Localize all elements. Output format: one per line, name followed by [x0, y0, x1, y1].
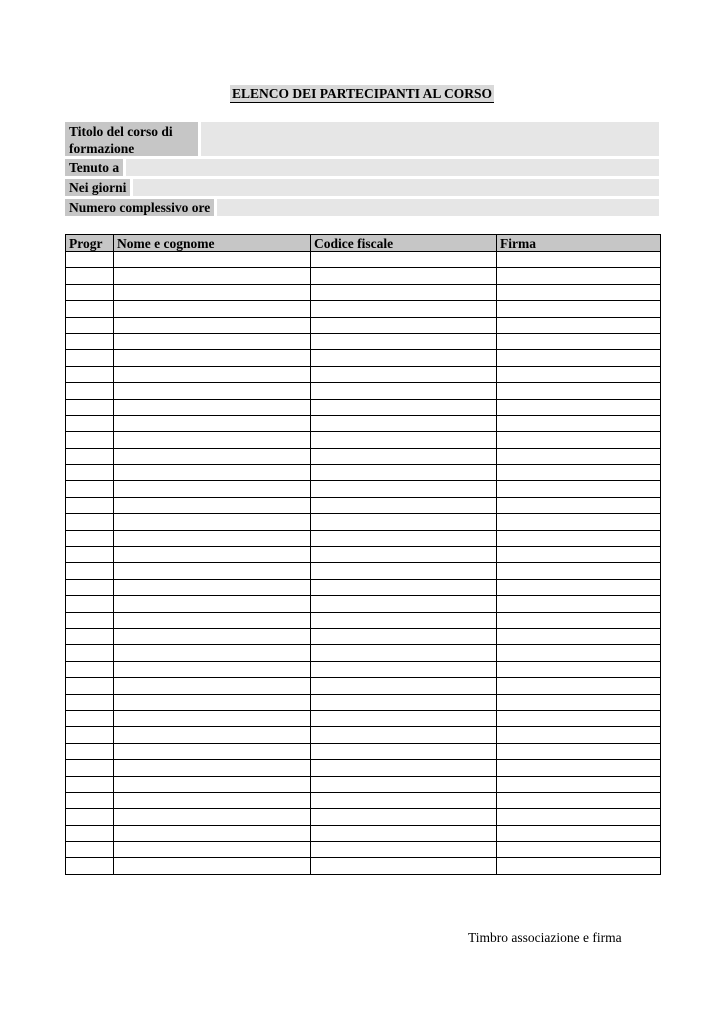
row-progr-cell[interactable]: [66, 727, 114, 743]
table-row: [66, 399, 661, 415]
stamp-signature-label: Timbro associazione e firma: [468, 930, 622, 945]
table-row: [66, 530, 661, 546]
row-progr-cell[interactable]: [66, 432, 114, 448]
held-at-label: Tenuto a: [65, 159, 123, 176]
row-signature-cell[interactable]: [497, 825, 661, 841]
row-progr-cell[interactable]: [66, 366, 114, 382]
table-row: [66, 366, 661, 382]
row-progr-cell[interactable]: [66, 465, 114, 481]
row-name-cell[interactable]: [114, 530, 311, 546]
row-tax-code-cell[interactable]: [311, 727, 497, 743]
row-progr-cell[interactable]: [66, 645, 114, 661]
row-tax-code-cell[interactable]: [311, 366, 497, 382]
row-tax-code-cell[interactable]: [311, 825, 497, 841]
row-tax-code-cell[interactable]: [311, 497, 497, 513]
row-signature-cell[interactable]: [497, 301, 661, 317]
row-tax-code-cell[interactable]: [311, 252, 497, 268]
table-row: [66, 727, 661, 743]
row-signature-cell[interactable]: [497, 596, 661, 612]
held-at-field: [65, 159, 659, 176]
row-signature-cell[interactable]: [497, 743, 661, 759]
row-progr-cell[interactable]: [66, 547, 114, 563]
row-signature-cell[interactable]: [497, 465, 661, 481]
row-tax-code-cell[interactable]: [311, 317, 497, 333]
row-signature-cell[interactable]: [497, 710, 661, 726]
row-progr-cell[interactable]: [66, 842, 114, 858]
row-signature-cell[interactable]: [497, 481, 661, 497]
table-row: [66, 825, 661, 841]
total-hours-field: [65, 199, 659, 216]
row-progr-cell[interactable]: [66, 596, 114, 612]
table-row: [66, 661, 661, 677]
header-tax-code: Codice fiscale: [311, 235, 497, 252]
table-row: [66, 415, 661, 431]
table-row: [66, 628, 661, 644]
row-tax-code-cell[interactable]: [311, 432, 497, 448]
participants-table: [65, 234, 661, 875]
row-signature-cell[interactable]: [497, 579, 661, 595]
days-field: [65, 179, 659, 196]
row-signature-cell[interactable]: [497, 612, 661, 628]
days-label: Nei giorni: [65, 179, 130, 196]
row-name-cell[interactable]: [114, 301, 311, 317]
row-name-cell[interactable]: [114, 284, 311, 300]
row-signature-cell[interactable]: [497, 514, 661, 530]
row-progr-cell[interactable]: [66, 399, 114, 415]
row-progr-cell[interactable]: [66, 809, 114, 825]
row-signature-cell[interactable]: [497, 694, 661, 710]
row-signature-cell[interactable]: [497, 678, 661, 694]
days-value[interactable]: [133, 179, 659, 196]
table-row: [66, 792, 661, 808]
row-name-cell[interactable]: [114, 743, 311, 759]
row-progr-cell[interactable]: [66, 284, 114, 300]
row-progr-cell[interactable]: [66, 760, 114, 776]
row-name-cell[interactable]: [114, 776, 311, 792]
row-tax-code-cell[interactable]: [311, 776, 497, 792]
row-tax-code-cell[interactable]: [311, 514, 497, 530]
row-signature-cell[interactable]: [497, 661, 661, 677]
row-name-cell[interactable]: [114, 563, 311, 579]
row-tax-code-cell[interactable]: [311, 678, 497, 694]
table-row: [66, 465, 661, 481]
table-row: [66, 776, 661, 792]
table-row: [66, 383, 661, 399]
header-progr: Progr: [66, 235, 114, 252]
row-tax-code-cell[interactable]: [311, 284, 497, 300]
row-tax-code-cell[interactable]: [311, 448, 497, 464]
row-name-cell[interactable]: [114, 645, 311, 661]
row-name-cell[interactable]: [114, 383, 311, 399]
table-row: [66, 317, 661, 333]
course-title-label: Titolo del corso di formazione: [65, 122, 198, 156]
row-name-cell[interactable]: [114, 432, 311, 448]
row-tax-code-cell[interactable]: [311, 628, 497, 644]
row-progr-cell[interactable]: [66, 694, 114, 710]
row-signature-cell[interactable]: [497, 399, 661, 415]
row-tax-code-cell[interactable]: [311, 645, 497, 661]
row-name-cell[interactable]: [114, 760, 311, 776]
row-progr-cell[interactable]: [66, 710, 114, 726]
table-row: [66, 842, 661, 858]
table-row: [66, 596, 661, 612]
table-row: [66, 350, 661, 366]
row-tax-code-cell[interactable]: [311, 333, 497, 349]
table-row: [66, 645, 661, 661]
row-name-cell[interactable]: [114, 678, 311, 694]
row-name-cell[interactable]: [114, 612, 311, 628]
table-row: [66, 514, 661, 530]
table-row: [66, 497, 661, 513]
table-row: [66, 694, 661, 710]
row-progr-cell[interactable]: [66, 268, 114, 284]
row-signature-cell[interactable]: [497, 858, 661, 874]
row-signature-cell[interactable]: [497, 530, 661, 546]
row-progr-cell[interactable]: [66, 792, 114, 808]
row-name-cell[interactable]: [114, 661, 311, 677]
table-row: [66, 547, 661, 563]
row-signature-cell[interactable]: [497, 628, 661, 644]
row-tax-code-cell[interactable]: [311, 563, 497, 579]
row-progr-cell[interactable]: [66, 448, 114, 464]
header-name: Nome e cognome: [114, 235, 311, 252]
row-progr-cell[interactable]: [66, 497, 114, 513]
row-tax-code-cell[interactable]: [311, 268, 497, 284]
row-name-cell[interactable]: [114, 350, 311, 366]
row-name-cell[interactable]: [114, 399, 311, 415]
row-tax-code-cell[interactable]: [311, 547, 497, 563]
row-signature-cell[interactable]: [497, 760, 661, 776]
table-row: [66, 760, 661, 776]
table-row: [66, 333, 661, 349]
row-signature-cell[interactable]: [497, 792, 661, 808]
row-signature-cell[interactable]: [497, 268, 661, 284]
row-tax-code-cell[interactable]: [311, 612, 497, 628]
row-tax-code-cell[interactable]: [311, 596, 497, 612]
row-signature-cell[interactable]: [497, 727, 661, 743]
row-progr-cell[interactable]: [66, 514, 114, 530]
row-tax-code-cell[interactable]: [311, 301, 497, 317]
row-progr-cell[interactable]: [66, 317, 114, 333]
row-signature-cell[interactable]: [497, 284, 661, 300]
row-name-cell[interactable]: [114, 579, 311, 595]
row-signature-cell[interactable]: [497, 415, 661, 431]
course-title-field: [65, 122, 659, 156]
row-progr-cell[interactable]: [66, 252, 114, 268]
row-signature-cell[interactable]: [497, 448, 661, 464]
row-name-cell[interactable]: [114, 547, 311, 563]
row-progr-cell[interactable]: [66, 563, 114, 579]
row-progr-cell[interactable]: [66, 333, 114, 349]
row-tax-code-cell[interactable]: [311, 415, 497, 431]
document-title: [0, 86, 724, 102]
row-signature-cell[interactable]: [497, 350, 661, 366]
row-progr-cell[interactable]: [66, 579, 114, 595]
row-name-cell[interactable]: [114, 465, 311, 481]
row-signature-cell[interactable]: [497, 333, 661, 349]
document-title-text: ELENCO DEI PARTECIPANTI AL CORSO: [231, 86, 493, 101]
held-at-value[interactable]: [126, 159, 659, 176]
table-row: [66, 678, 661, 694]
row-progr-cell[interactable]: [66, 825, 114, 841]
row-tax-code-cell[interactable]: [311, 792, 497, 808]
row-signature-cell[interactable]: [497, 547, 661, 563]
table-row: [66, 743, 661, 759]
table-row: [66, 481, 661, 497]
table-row: [66, 858, 661, 874]
row-progr-cell[interactable]: [66, 415, 114, 431]
course-title-value[interactable]: [201, 122, 659, 156]
row-name-cell[interactable]: [114, 366, 311, 382]
row-signature-cell[interactable]: [497, 809, 661, 825]
row-progr-cell[interactable]: [66, 530, 114, 546]
row-tax-code-cell[interactable]: [311, 661, 497, 677]
row-signature-cell[interactable]: [497, 645, 661, 661]
row-tax-code-cell[interactable]: [311, 858, 497, 874]
table-row: [66, 563, 661, 579]
table-row: [66, 284, 661, 300]
row-name-cell[interactable]: [114, 415, 311, 431]
row-signature-cell[interactable]: [497, 383, 661, 399]
total-hours-label: Numero complessivo ore: [65, 199, 214, 216]
row-signature-cell[interactable]: [497, 432, 661, 448]
row-name-cell[interactable]: [114, 596, 311, 612]
row-name-cell[interactable]: [114, 317, 311, 333]
row-progr-cell[interactable]: [66, 383, 114, 399]
row-progr-cell[interactable]: [66, 776, 114, 792]
row-signature-cell[interactable]: [497, 366, 661, 382]
row-progr-cell[interactable]: [66, 858, 114, 874]
row-name-cell[interactable]: [114, 842, 311, 858]
table-row: [66, 252, 661, 268]
row-progr-cell[interactable]: [66, 661, 114, 677]
row-name-cell[interactable]: [114, 809, 311, 825]
row-tax-code-cell[interactable]: [311, 842, 497, 858]
row-signature-cell[interactable]: [497, 252, 661, 268]
row-name-cell[interactable]: [114, 792, 311, 808]
header-signature: Firma: [497, 235, 661, 252]
table-row: [66, 448, 661, 464]
row-signature-cell[interactable]: [497, 776, 661, 792]
row-name-cell[interactable]: [114, 514, 311, 530]
row-name-cell[interactable]: [114, 727, 311, 743]
row-tax-code-cell[interactable]: [311, 481, 497, 497]
row-name-cell[interactable]: [114, 252, 311, 268]
row-tax-code-cell[interactable]: [311, 710, 497, 726]
row-tax-code-cell[interactable]: [311, 530, 497, 546]
row-tax-code-cell[interactable]: [311, 350, 497, 366]
row-progr-cell[interactable]: [66, 628, 114, 644]
row-tax-code-cell[interactable]: [311, 809, 497, 825]
row-tax-code-cell[interactable]: [311, 743, 497, 759]
row-progr-cell[interactable]: [66, 743, 114, 759]
row-name-cell[interactable]: [114, 268, 311, 284]
row-signature-cell[interactable]: [497, 497, 661, 513]
table-row: [66, 301, 661, 317]
row-tax-code-cell[interactable]: [311, 465, 497, 481]
table-row: [66, 612, 661, 628]
table-row: [66, 809, 661, 825]
table-row: [66, 268, 661, 284]
row-name-cell[interactable]: [114, 481, 311, 497]
row-name-cell[interactable]: [114, 628, 311, 644]
row-progr-cell[interactable]: [66, 301, 114, 317]
row-name-cell[interactable]: [114, 448, 311, 464]
row-name-cell[interactable]: [114, 710, 311, 726]
row-progr-cell[interactable]: [66, 350, 114, 366]
row-tax-code-cell[interactable]: [311, 694, 497, 710]
row-name-cell[interactable]: [114, 333, 311, 349]
row-tax-code-cell[interactable]: [311, 579, 497, 595]
row-tax-code-cell[interactable]: [311, 760, 497, 776]
row-name-cell[interactable]: [114, 694, 311, 710]
row-tax-code-cell[interactable]: [311, 399, 497, 415]
total-hours-value[interactable]: [217, 199, 659, 216]
row-name-cell[interactable]: [114, 825, 311, 841]
row-name-cell[interactable]: [114, 858, 311, 874]
table-header-row: [66, 235, 661, 252]
row-progr-cell[interactable]: [66, 678, 114, 694]
table-row: [66, 710, 661, 726]
row-name-cell[interactable]: [114, 497, 311, 513]
row-progr-cell[interactable]: [66, 481, 114, 497]
row-progr-cell[interactable]: [66, 612, 114, 628]
table-row: [66, 432, 661, 448]
row-signature-cell[interactable]: [497, 842, 661, 858]
table-row: [66, 579, 661, 595]
row-tax-code-cell[interactable]: [311, 383, 497, 399]
row-signature-cell[interactable]: [497, 317, 661, 333]
row-signature-cell[interactable]: [497, 563, 661, 579]
